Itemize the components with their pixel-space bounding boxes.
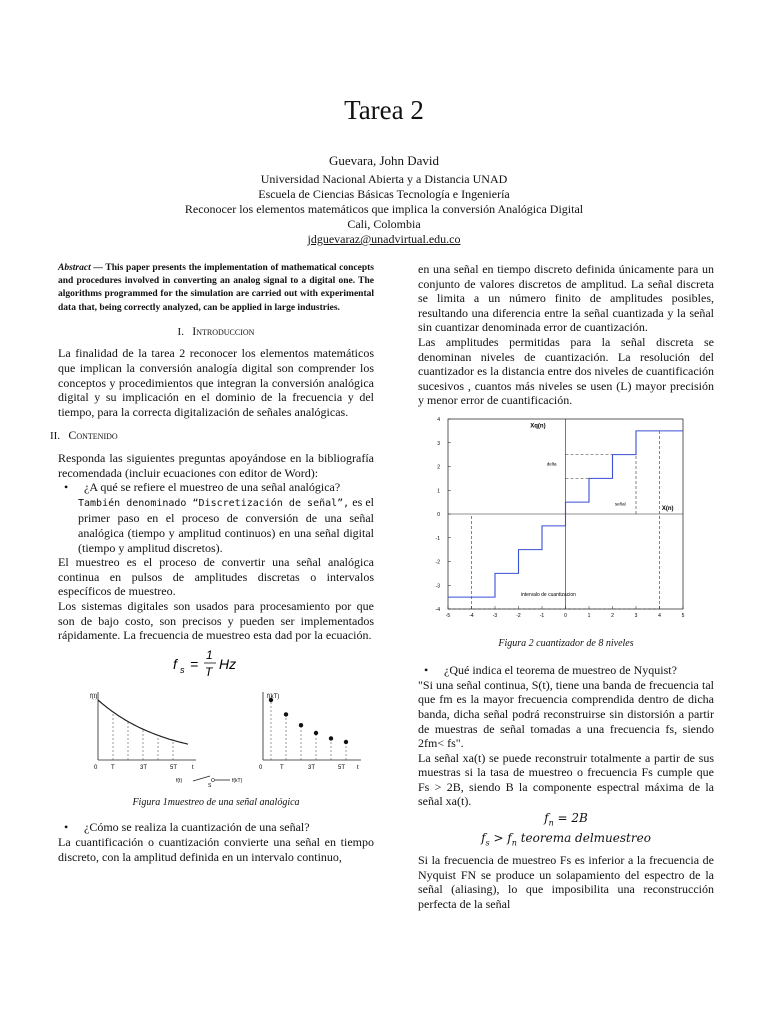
question-muestreo: • ¿A qué se refiere el muestreo de una señal analógica? <box>64 480 341 495</box>
author-name: Guevara, John David <box>328 153 440 168</box>
fig2-x-tick: 2 <box>611 612 614 619</box>
affiliation-city: Cali, Colombia <box>347 217 421 231</box>
fig2-signal-label: señal <box>614 501 626 507</box>
fig2-interval-label: intervalo de cuantizacion <box>520 591 576 598</box>
abstract: Abstract — This paper presents the implementation of mathematical concepts and procedures involved in converting an analog signal to a digital one. The algorithms programmed for the simulation are carried out with experimental data that, being correctly analyzed, can be applied in large industries. <box>58 263 374 313</box>
fig1-switch-input: f(t) <box>176 778 183 785</box>
fig1-switch-label: S <box>208 783 212 789</box>
fig1-left-tick: T <box>111 765 115 772</box>
svg-text:f: f <box>173 655 177 672</box>
affiliation-topic: Reconocer los elementos matemáticos que implica la conversión Analógica Digital <box>184 202 584 216</box>
figure1-caption: Figura 1muestreo de una señal analógica <box>132 796 300 808</box>
fig1-left-tick: 5T <box>170 765 178 772</box>
fig2-x-tick: 0 <box>564 612 567 619</box>
svg-text:=: = <box>190 655 199 672</box>
fig1-left-tick: 3T <box>140 765 148 772</box>
affiliation-university: Universidad Nacional Abierta y a Distancia UNAD <box>260 172 508 186</box>
fig2-x-tick: 4 <box>658 612 661 619</box>
fig1-right-tick: 0 <box>259 765 263 772</box>
fig1-sample-point <box>299 723 303 727</box>
cuantizacion-paragraph-start: La cuantificación o cuantización convierte una señal en tiempo discreto, con la amplitud definida en un intervalo continuo, <box>58 835 374 864</box>
fig2-y-tick: -1 <box>435 535 440 542</box>
fig1-sample-point <box>314 731 318 735</box>
answer-muestreo: También denominado “Discretización de señal”, es el primer paso en el proceso de conversión de una señal analógica (tiempo y amplitud continuos) en una señal digital (tiempo y amplitud discretos). <box>78 494 374 555</box>
fig2-x-tick: -1 <box>539 612 545 619</box>
fig1-right-ylabel: f(kT) <box>267 694 280 701</box>
fig1-left-tick: t <box>192 765 194 772</box>
fig2-y-tick: 3 <box>437 440 440 447</box>
fig1-right-tick: 5T <box>338 765 346 772</box>
formula-sampling-frequency <box>58 647 374 685</box>
cuantizacion-paragraph-end: en una señal en tiempo discreto definida únicamente para un conjunto de valores discretos de amplitud. La señal discreta se limita a un número finito de amplitudes posibles, resultando una diferencia entre la señal cuantizada y la señal sin cuantizar denominada error de cuantización. <box>418 262 714 335</box>
fig2-y-tick: 2 <box>437 464 440 471</box>
abstract-label: Abstract <box>58 263 91 273</box>
svg-text:1: 1 <box>206 647 213 662</box>
fig2-y-tick: -2 <box>435 559 440 566</box>
affiliation-block <box>0 172 768 247</box>
formula-fs-svg <box>171 647 261 681</box>
fig1-right-tick: T <box>280 765 284 772</box>
nyquist-quote: "Si una señal continua, S(t), tiene una banda de frecuencia tal que fm es la mayor frecuencia comprendida dentro de dicha banda, dicha señal podrá reconstruirse sin distorsión a partir de muestras de señal tomadas a una frecuencia fs, siendo 2fm< fs". <box>418 677 714 751</box>
muestreo-paragraph: El muestreo es el proceso de convertir una señal analógica continua en pulsos de amplitudes discretas o intervalos específicos de muestreo. <box>58 555 374 599</box>
sistemas-paragraph: Los sistemas digitales son usados para procesamiento por que son de bajo costo, son precisos y pueden ser implementados rápidamente. La frecuencia de muestreo esta dad por la ecuación. <box>58 598 374 643</box>
author-email-link[interactable]: jdguevaraz@unadvirtual.edu.co <box>307 232 461 246</box>
fig1-sample-point <box>284 712 288 716</box>
fig2-y-label: Xq(n) <box>530 423 546 430</box>
fig1-continuous-curve <box>98 700 188 744</box>
paper-title: Tarea 2 <box>344 95 424 125</box>
right-column <box>418 262 714 911</box>
fig2-delta-label: delta <box>546 461 557 467</box>
fig1-switch-output: f(kT) <box>232 778 243 785</box>
niveles-paragraph: Las amplitudes permitidas para la señal discreta se denominan niveles de cuantización. La resolución del cuantizador es la distancia entre dos niveles de cuantificación sucesivos , cuantos más niveles se usen (L) mayor precisión y menor error de cuantificación. <box>418 334 714 408</box>
fig2-y-tick: 0 <box>437 511 440 518</box>
fig1-switch-arm <box>193 776 210 781</box>
fig1-right-tick: t <box>357 765 359 772</box>
contenido-intro: Responda las siguientes preguntas apoyándose en la bibliografía recomendada (incluir ecuaciones con editor de Word): <box>58 450 374 480</box>
svg-text:T: T <box>205 664 213 679</box>
fig2-y-tick: 4 <box>437 416 440 423</box>
section-heading-contenido: II. Contenido <box>50 428 118 443</box>
fig2-y-tick: -3 <box>435 583 440 590</box>
svg-text:s: s <box>180 664 185 675</box>
fig1-left-tick: 0 <box>94 765 98 772</box>
fig2-x-label: X(n) <box>661 505 674 512</box>
formula-nyquist-frequency: $f_n = 2B$ <box>544 811 588 828</box>
introduccion-paragraph: La finalidad de la tarea 2 reconocer los elementos matemáticos que implican la conversión analogía digital son comprender los conceptos y procedimientos que integran la conversión analógica digital y su implicación en el dominio de la frecuencia y del tiempo, para la correcta digitalización de señales analógicas. <box>58 346 374 419</box>
abstract-text: This paper presents the implementation of mathematical concepts and procedures involved in converting an analog signal to a digital one. The algorithms programmed for the simulation are carried out with experimental data that, being correctly analyzed, can be applied in large industries. <box>58 263 374 313</box>
fig1-left-ylabel: f(t) <box>90 694 98 701</box>
figure2-caption: Figura 2 cuantizador de 8 niveles <box>498 637 634 649</box>
figure-quantizer-chart <box>418 414 714 629</box>
fig2-x-tick: 1 <box>587 612 591 619</box>
question-cuantizacion: • ¿Cómo se realiza la cuantización de una señal? <box>64 820 310 835</box>
fig1-switch-contact <box>212 779 215 782</box>
fig2-x-tick: -4 <box>469 612 474 619</box>
left-column <box>50 262 374 864</box>
fig2-x-tick: 3 <box>634 612 638 619</box>
fig2-x-tick: -2 <box>516 612 521 619</box>
nyquist-paragraph: La señal xa(t) se puede reconstruir totalmente a partir de sus muestras si la tasa de muestreo o frecuencia Fs cumple que Fs > 2B, siendo B la componente espectral máxima de la señal xa(t). <box>418 750 714 809</box>
fig2-x-tick: -5 <box>445 612 451 619</box>
formula-sampling-theorem: $f_s > f_n$ teorema delmuestreo <box>481 831 651 848</box>
fig1-sample-point <box>344 740 348 744</box>
affiliation-school: Escuela de Ciencias Básicas Tecnología e Ingeniería <box>258 187 510 201</box>
question-nyquist: • ¿Qué indica el teorema de muestreo de Nyquist? <box>424 663 677 678</box>
aliasing-paragraph: Si la frecuencia de muestreo Fs es inferior a la frecuencia de Nyquist FN se produce un solapamiento del espectro de la señal (aliasing), lo que imposibilita una reconstrucción perfecta de la señal <box>418 853 714 911</box>
svg-text:Hz: Hz <box>219 655 237 672</box>
fig1-sample-point <box>329 736 333 740</box>
fig1-right-tick: 3T <box>308 765 316 772</box>
fig2-y-tick: 1 <box>437 488 440 495</box>
fig2-x-tick: -3 <box>492 612 498 619</box>
section-heading-introduccion: I. Introduccion <box>177 323 255 338</box>
fig2-y-tick: -4 <box>435 606 440 613</box>
figure-sampling-diagram <box>58 688 374 788</box>
fig2-x-tick: 5 <box>681 612 685 619</box>
